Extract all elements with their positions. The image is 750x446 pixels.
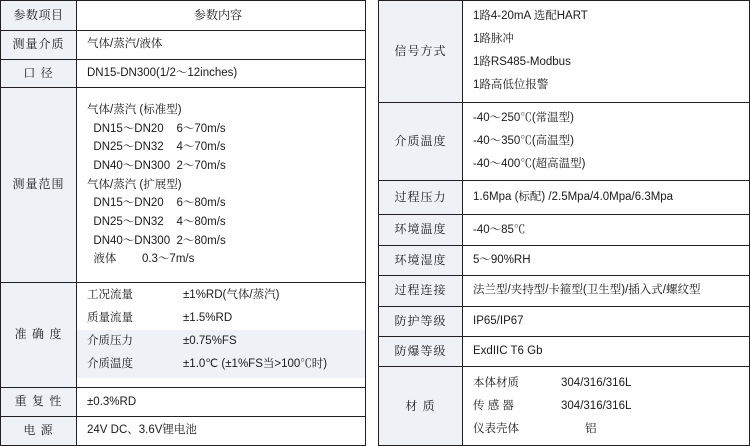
row-label-protection-grade: 防护等级 (379, 306, 463, 336)
signal-lines (473, 5, 743, 97)
row-label-medium: 测量介质 (1, 30, 77, 59)
material-value: 铝 (585, 422, 597, 435)
row-value-repeatability: ±0.3%RD (77, 388, 366, 417)
row-value-explosion-grade: ExdIIC T6 Gb (463, 337, 750, 367)
accuracy-name: 工况流量 (87, 288, 133, 301)
medium-temp-line: -40～250℃(常温型) (473, 111, 574, 124)
row-value-process-connection: 法兰型/夹持型/卡箍型(卫生型)/插入式/螺纹型 (463, 276, 750, 306)
row-value-protection-grade: IP65/IP67 (463, 306, 750, 336)
table-row (1, 88, 366, 282)
material-pair (473, 372, 743, 395)
left-header-col1: 参数项目 (1, 1, 77, 31)
table-row (1, 417, 366, 446)
range-line: DN40～DN300 2～70m/s (87, 160, 226, 173)
row-label-process-connection: 过程连接 (379, 276, 463, 306)
left-header-col2: 参数内容 (77, 1, 366, 31)
signal-line: 1路高低位报警 (473, 79, 549, 92)
accuracy-value: ±1.0℃ (±1%FS当>100℃时) (183, 358, 328, 371)
table-row (379, 102, 750, 180)
row-value-medium: 气体/蒸汽/液体 (77, 30, 366, 59)
table-row (379, 215, 750, 245)
table-row (1, 59, 366, 88)
table-row (379, 337, 750, 367)
signal-line: 1路4-20mA 选配HART (473, 10, 588, 23)
material-pair (473, 395, 743, 418)
medium-temp-line: -40～350℃(高温型) (473, 134, 574, 147)
table-row (379, 306, 750, 336)
left-spec-table-wrapper (0, 0, 366, 446)
left-spec-table (0, 0, 366, 446)
row-label-signal: 信号方式 (379, 1, 463, 103)
range-line: DN25～DN32 4～70m/s (87, 141, 226, 154)
range-line: DN40～DN300 2～80m/s (87, 234, 226, 247)
row-label-process-pressure: 过程压力 (379, 181, 463, 215)
table-row (1, 1, 366, 31)
row-label-material: 材 质 (379, 367, 463, 446)
row-value-ambient-humidity: 5～90%RH (463, 245, 750, 275)
row-label-repeatability: 重 复 性 (1, 388, 77, 417)
material-value: 304/316/316L (561, 399, 632, 412)
table-row (379, 181, 750, 215)
row-label-range: 测量范围 (1, 88, 77, 282)
medium-temp-line: -40～400℃(超高温型) (473, 157, 586, 170)
right-spec-table-wrapper (378, 0, 750, 446)
medium-temp-lines (473, 107, 743, 176)
material-name: 本体材质 (473, 376, 520, 389)
range-line: 液体 0.3～7m/s (87, 253, 195, 266)
row-label-explosion-grade: 防爆等级 (379, 337, 463, 367)
row-label-ambient-humidity: 环境湿度 (379, 245, 463, 275)
material-value: 304/316/316L (561, 376, 632, 389)
material-pair (473, 418, 743, 441)
row-value-ambient-temp: -40～85℃ (463, 215, 750, 245)
accuracy-pair (77, 283, 365, 307)
row-value-diameter: DN15-DN300(1/2～12inches) (77, 59, 366, 88)
row-value-accuracy (77, 282, 366, 388)
accuracy-name: 质量流量 (87, 311, 133, 324)
table-row (379, 245, 750, 275)
table-row (1, 30, 366, 59)
row-label-power: 电 源 (1, 417, 77, 446)
range-line: 气体/蒸汽 (标准型) (87, 104, 182, 117)
row-label-ambient-temp: 环境温度 (379, 215, 463, 245)
accuracy-name: 介质温度 (87, 358, 133, 371)
signal-line: 1路RS485-Modbus (473, 56, 571, 69)
row-value-power: 24V DC、3.6V锂电池 (77, 417, 366, 446)
material-lines (473, 372, 743, 441)
table-row (379, 1, 750, 103)
accuracy-value: ±0.75%FS (183, 335, 237, 348)
material-name: 传 感 器 (473, 399, 514, 412)
row-label-diameter: 口 径 (1, 59, 77, 88)
table-row (1, 388, 366, 417)
right-spec-table (378, 0, 750, 446)
range-lines (87, 101, 359, 269)
row-label-accuracy: 准 确 度 (1, 282, 77, 388)
accuracy-value: ±1.5%RD (183, 311, 233, 324)
signal-line: 1路脉冲 (473, 33, 514, 46)
table-row (379, 276, 750, 306)
material-name: 仪表壳体 (473, 422, 520, 435)
row-value-process-pressure: 1.6Mpa (标配) /2.5Mpa/4.0Mpa/6.3Mpa (463, 181, 750, 215)
accuracy-value: ±1%RD(气体/蒸汽) (183, 288, 280, 301)
row-value-material (463, 367, 750, 446)
table-row (379, 367, 750, 446)
range-line: DN15～DN20 6～80m/s (87, 197, 226, 210)
range-line: 气体/蒸汽 (扩展型) (87, 178, 182, 191)
row-value-medium-temp (463, 102, 750, 180)
row-value-signal (463, 1, 750, 103)
range-line: DN25～DN32 4～80m/s (87, 215, 226, 228)
accuracy-name: 介质压力 (87, 335, 133, 348)
accuracy-pair (77, 353, 365, 377)
row-value-range (77, 88, 366, 282)
accuracy-pair (77, 330, 365, 353)
row-label-medium-temp: 介质温度 (379, 102, 463, 180)
range-line: DN15～DN20 6～70m/s (87, 122, 226, 135)
table-row (1, 282, 366, 388)
accuracy-pair (77, 307, 365, 330)
